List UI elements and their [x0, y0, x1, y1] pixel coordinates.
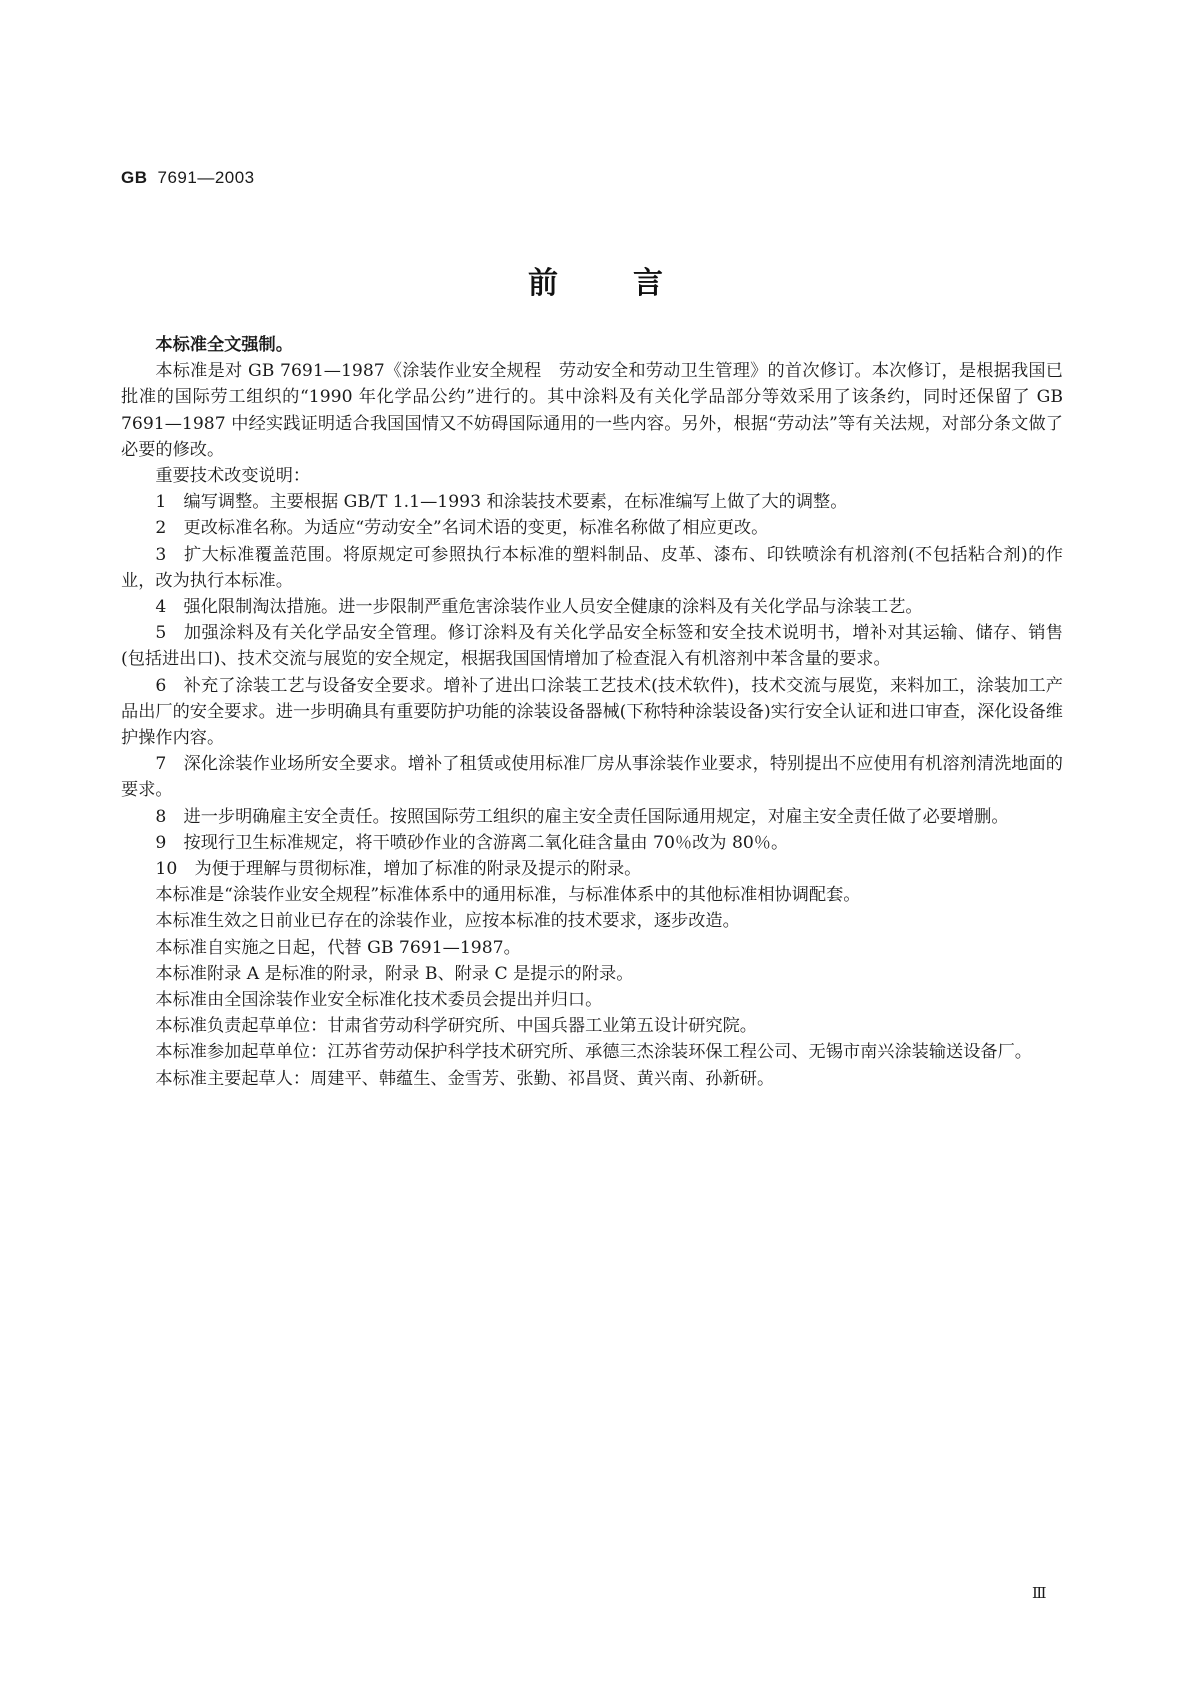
closing-paragraph: 本标准自实施之日起，代替 GB 7691—1987。 — [155, 937, 521, 958]
closing-paragraph: 本标准附录 A 是标准的附录，附录 B、附录 C 是提示的附录。 — [155, 963, 634, 984]
change-number: 2 — [155, 518, 167, 539]
change-item — [121, 830, 1063, 856]
revision-paragraph: 本标准是对 GB 7691—1987《涂装作业安全规程 劳动安全和劳动卫生管理》的首次修订。本次修订，是根据我国已批准的国际劳工组织的“1990 年化学品公约”进行的。其中涂料及有关化学品部分等效采用了该条约，同时还保留了 GB 7691—1987 中经实践证明适合我国国情又不妨碍国际通用的一些内容。另外，根据“劳动法”等有关法规，对部分条文做了必要的修改。 — [121, 361, 1063, 460]
page-title: 前言 — [528, 266, 738, 301]
change-number: 6 — [155, 675, 167, 696]
change-item — [121, 515, 1063, 541]
standard-number-header — [121, 168, 255, 188]
change-text: 强化限制淘汰措施。进一步限制严重危害涂装作业人员安全健康的涂料及有关化学品与涂装工艺。 — [183, 597, 923, 618]
change-item — [121, 751, 1063, 803]
change-text: 进一步明确雇主安全责任。按照国际劳工组织的雇主安全责任国际通用规定，对雇主安全责任做了必要增删。 — [183, 806, 1009, 827]
page-number: Ⅲ — [1032, 1586, 1047, 1602]
change-item — [121, 594, 1063, 620]
change-text: 加强涂料及有关化学品安全管理。修订涂料及有关化学品安全标签和安全技术说明书，增补对其运输、储存、销售(包括进出口)、技术交流与展览的安全规定，根据我国国情增加了检查混入有机溶剂中苯含量的要求。 — [121, 623, 1063, 670]
standard-number: 7691—2003 — [157, 168, 255, 187]
foreword-body — [121, 332, 1063, 1092]
closing-paragraph: 本标准是“涂装作业安全规程”标准体系中的通用标准，与标准体系中的其他标准相协调配套。 — [155, 885, 861, 906]
change-number: 8 — [155, 806, 167, 827]
mandatory-statement: 本标准全文强制。 — [155, 335, 293, 355]
change-text: 补充了涂装工艺与设备安全要求。增补了进出口涂装工艺技术(技术软件)，技术交流与展览，来料加工，涂装加工产品出厂的安全要求。进一步明确具有重要防护功能的涂装设备器械(下称特种涂装设备)实行安全认证和进口审查，深化设备维护操作内容。 — [121, 675, 1063, 749]
closing-paragraph: 本标准负责起草单位：甘肃省劳动科学研究所、中国兵器工业第五设计研究院。 — [155, 1016, 757, 1037]
change-number: 9 — [155, 832, 167, 853]
change-text: 更改标准名称。为适应“劳动安全”名词术语的变更，标准名称做了相应更改。 — [183, 518, 769, 539]
change-item — [121, 673, 1063, 752]
change-text: 为便于理解与贯彻标准，增加了标准的附录及提示的附录。 — [194, 859, 642, 880]
closing-paragraph: 本标准主要起草人：周建平、韩蕴生、金雪芳、张勤、祁昌贤、黄兴南、孙新研。 — [155, 1068, 775, 1089]
change-item — [121, 804, 1063, 830]
closing-paragraph: 本标准生效之日前业已存在的涂装作业，应按本标准的技术要求，逐步改造。 — [155, 911, 740, 932]
closing-paragraph: 本标准参加起草单位：江苏省劳动保护科学技术研究所、承德三杰涂装环保工程公司、无锡市南兴涂装输送设备厂。 — [155, 1042, 1032, 1063]
change-item — [121, 542, 1063, 594]
change-number: 4 — [155, 597, 167, 618]
change-number: 10 — [155, 859, 178, 880]
standard-prefix: GB — [121, 168, 148, 187]
change-text: 编写调整。主要根据 GB/T 1.1—1993 和涂装技术要素，在标准编写上做了大的调整。 — [183, 492, 848, 513]
change-number: 7 — [155, 754, 167, 775]
change-number: 3 — [155, 544, 167, 565]
change-item — [121, 856, 1063, 882]
closing-paragraph: 本标准由全国涂装作业安全标准化技术委员会提出并归口。 — [155, 990, 603, 1011]
change-text: 深化涂装作业场所安全要求。增补了租赁或使用标准厂房从事涂装作业要求，特别提出不应使用有机溶剂清洗地面的要求。 — [121, 754, 1063, 801]
change-item — [121, 489, 1063, 515]
change-text: 扩大标准覆盖范围。将原规定可参照执行本标准的塑料制品、皮革、漆布、印铁喷涂有机溶剂(不包括粘合剂)的作业，改为执行本标准。 — [121, 544, 1063, 591]
change-item — [121, 620, 1063, 672]
change-number: 1 — [155, 492, 167, 513]
change-text: 按现行卫生标准规定，将干喷砂作业的含游离二氧化硅含量由 70％改为 80％。 — [183, 832, 789, 853]
changes-heading: 重要技术改变说明： — [155, 466, 311, 487]
change-number: 5 — [155, 623, 167, 644]
